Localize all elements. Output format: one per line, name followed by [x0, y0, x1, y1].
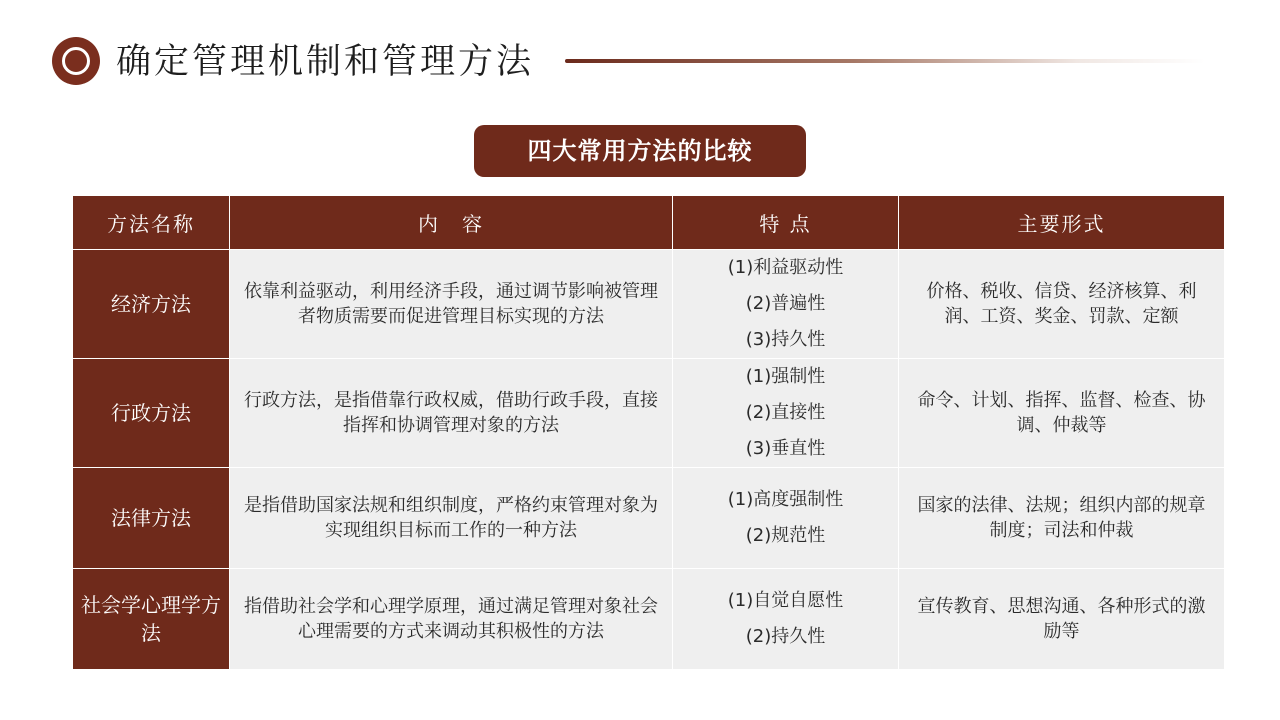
feature-item: (2)直接性 [745, 402, 826, 423]
content-cell: 指借助社会学和心理学原理，通过满足管理对象社会心理需要的方式来调动其积极性的方法 [230, 568, 673, 669]
table-row [73, 467, 1224, 568]
comparison-table [73, 196, 1224, 669]
circle-ring-icon [52, 37, 100, 85]
features-cell [673, 568, 899, 669]
table-row [73, 358, 1224, 467]
content-cell: 依靠利益驱动，利用经济手段，通过调节影响被管理者物质需要而促进管理目标实现的方法 [230, 249, 673, 358]
features-cell [673, 358, 899, 467]
features-cell [673, 467, 899, 568]
header-method-name: 方法名称 [73, 196, 230, 249]
table-subtitle: 四大常用方法的比较 [474, 125, 806, 177]
forms-cell: 命令、计划、指挥、监督、检查、协调、仲裁等 [899, 358, 1224, 467]
method-name-cell: 行政方法 [73, 358, 230, 467]
feature-item: (1)自觉自愿性 [727, 590, 844, 611]
content-cell: 行政方法，是指借靠行政权威，借助行政手段，直接指挥和协调管理对象的方法 [230, 358, 673, 467]
header-features: 特 点 [673, 196, 899, 249]
feature-item: (1)高度强制性 [727, 489, 844, 510]
method-name-cell: 经济方法 [73, 249, 230, 358]
table-row [73, 249, 1224, 358]
feature-item: (3)垂直性 [745, 438, 826, 459]
table-row [73, 568, 1224, 669]
table-header-row [73, 196, 1224, 249]
content-cell: 是指借助国家法规和组织制度，严格约束管理对象为实现组织目标而工作的一种方法 [230, 467, 673, 568]
feature-item: (2)规范性 [745, 525, 826, 546]
method-name-cell: 社会学心理学方法 [73, 568, 230, 669]
header-content: 内 容 [230, 196, 673, 249]
header-forms: 主要形式 [899, 196, 1224, 249]
features-cell [673, 249, 899, 358]
feature-item: (1)强制性 [745, 366, 826, 387]
method-name-cell: 法律方法 [73, 467, 230, 568]
feature-item: (1)利益驱动性 [727, 257, 844, 278]
title-divider [565, 59, 1205, 63]
feature-item: (2)持久性 [745, 626, 826, 647]
forms-cell: 国家的法律、法规；组织内部的规章制度；司法和仲裁 [899, 467, 1224, 568]
forms-cell: 宣传教育、思想沟通、各种形式的激励等 [899, 568, 1224, 669]
feature-item: (2)普遍性 [745, 293, 826, 314]
forms-cell: 价格、税收、信贷、经济核算、利润、工资、奖金、罚款、定额 [899, 249, 1224, 358]
page-title: 确定管理机制和管理方法 [116, 42, 535, 82]
feature-item: (3)持久性 [745, 329, 826, 350]
